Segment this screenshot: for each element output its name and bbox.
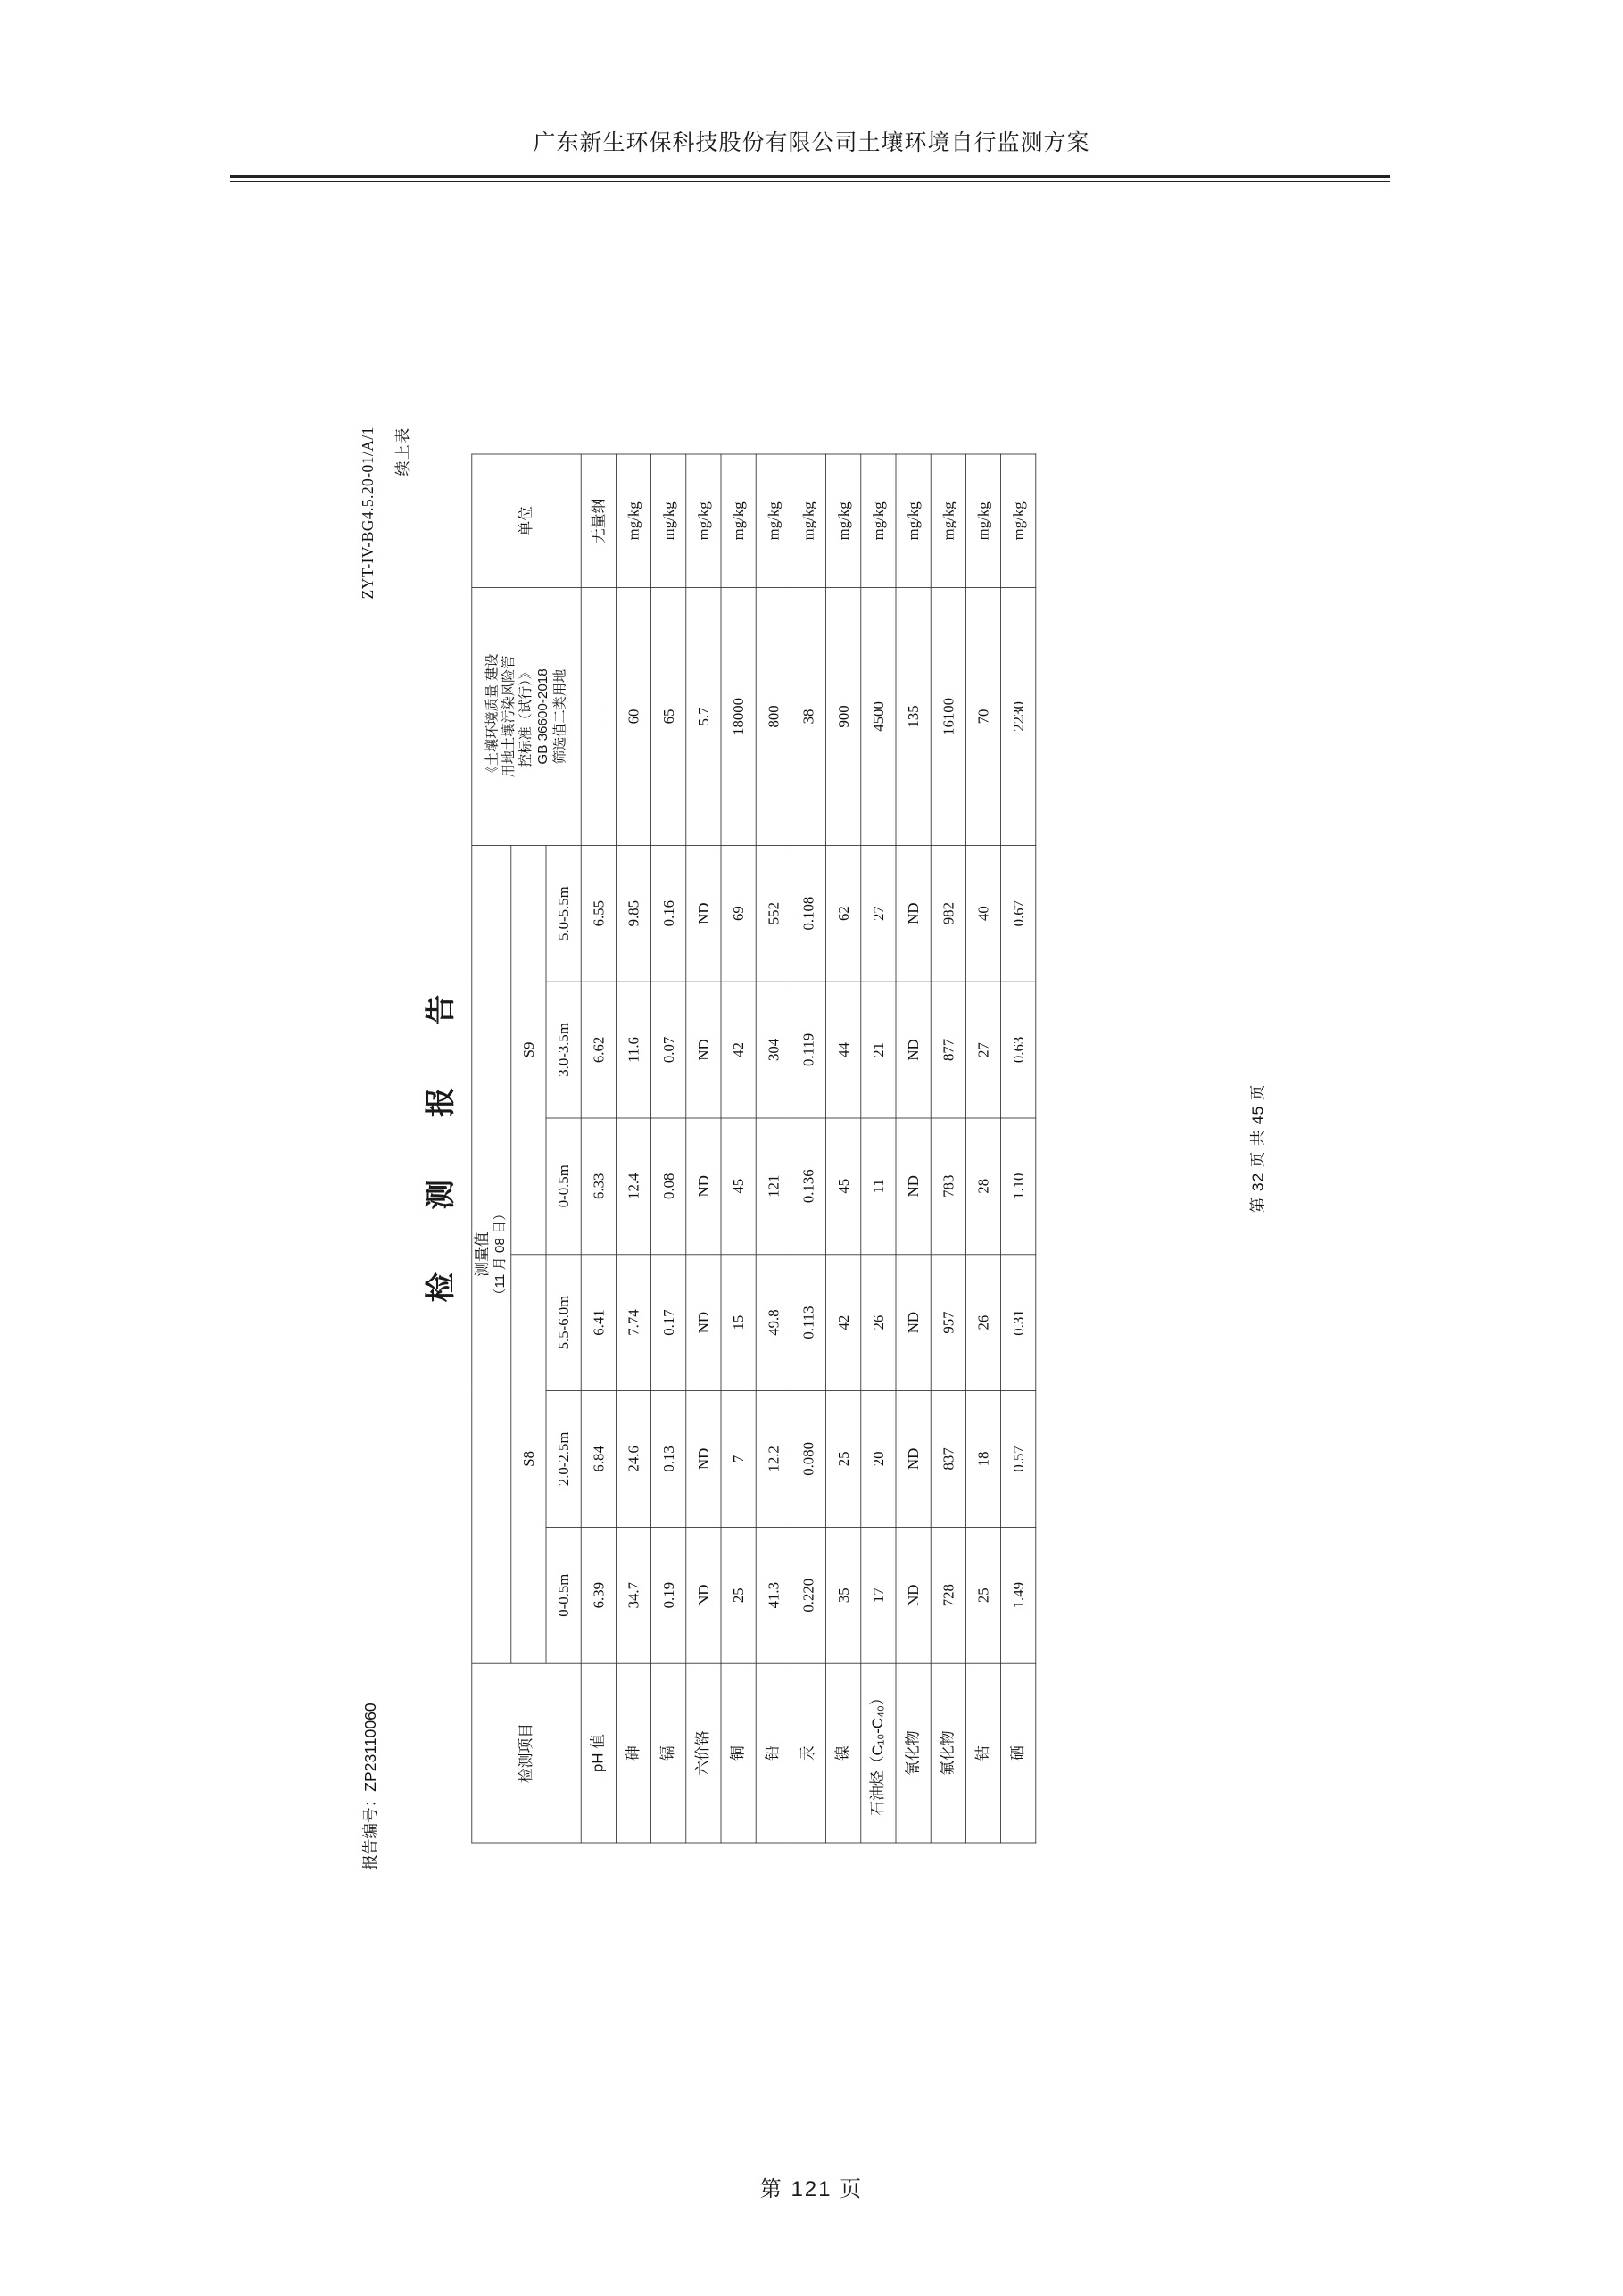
row-item: 镉 (650, 1663, 685, 1843)
row-value: 6.33 (581, 1117, 616, 1254)
row-value: 7.74 (616, 1254, 650, 1390)
row-value: 11 (860, 1117, 895, 1254)
row-standard: 38 (791, 587, 825, 845)
row-unit: mg/kg (896, 454, 931, 588)
row-value: 0.13 (650, 1390, 685, 1527)
header-divider (230, 175, 1390, 182)
row-item: 汞 (791, 1663, 825, 1843)
header-standard-line-4: GB 36600-2018 (534, 667, 551, 765)
row-standard: 800 (756, 587, 791, 845)
row-unit: mg/kg (791, 454, 825, 588)
page-header-title: 广东新生环保科技股份有限公司土壤环境自行监测方案 (533, 130, 1090, 155)
row-value: 0.16 (650, 845, 685, 982)
row-value: 9.85 (616, 845, 650, 982)
table-row (791, 454, 825, 1843)
row-value: 0.17 (650, 1254, 685, 1390)
row-value: 11.6 (616, 982, 650, 1118)
measurement-table (471, 453, 1036, 1843)
row-value: 728 (931, 1527, 965, 1663)
row-standard: 4500 (860, 587, 895, 845)
header-measure-group (471, 845, 510, 1663)
header-sample-s9: S9 (510, 845, 545, 1254)
row-value: 35 (825, 1527, 860, 1663)
row-value: ND (685, 1390, 720, 1527)
row-value: 34.7 (616, 1527, 650, 1663)
table-row (931, 454, 965, 1843)
row-value: 0.19 (650, 1527, 685, 1663)
table-row (896, 454, 931, 1843)
report-number: 报告编号：ZP23110060 (360, 1702, 379, 1870)
row-value: ND (896, 845, 931, 982)
row-value: 877 (931, 982, 965, 1118)
header-measure-label: 测量值 (474, 1231, 491, 1277)
row-unit: mg/kg (616, 454, 650, 588)
measurement-table-body (581, 454, 1036, 1843)
continued-label: 续上表 (394, 426, 411, 476)
header-standard-line-5: 筛选值二类用地 (551, 668, 567, 764)
row-standard: — (581, 587, 616, 845)
row-standard: 5.7 (685, 587, 720, 845)
row-value: 40 (965, 845, 1000, 982)
header-depth-s9-3: 5.0-5.5m (546, 845, 581, 982)
row-value: 982 (931, 845, 965, 982)
row-value: 552 (756, 845, 791, 982)
row-value: 15 (721, 1254, 756, 1390)
row-value: 783 (931, 1117, 965, 1254)
row-value: ND (896, 1254, 931, 1390)
row-value: 6.55 (581, 845, 616, 982)
row-value: 27 (965, 982, 1000, 1118)
row-item: 砷 (616, 1663, 650, 1843)
table-row (860, 454, 895, 1843)
row-value: ND (685, 1527, 720, 1663)
row-value: 12.2 (756, 1390, 791, 1527)
header-depth-s9-1: 0-0.5m (546, 1117, 581, 1254)
row-value: 26 (860, 1254, 895, 1390)
row-item: 铜 (721, 1663, 756, 1843)
row-value: 12.4 (616, 1117, 650, 1254)
table-row (685, 454, 720, 1843)
row-item: pH 值 (581, 1663, 616, 1843)
header-depth-s8-3: 5.5-6.0m (546, 1254, 581, 1390)
row-value: ND (896, 1390, 931, 1527)
row-value: 6.84 (581, 1390, 616, 1527)
header-item: 检测项目 (471, 1663, 580, 1843)
header-depth-s8-2: 2.0-2.5m (546, 1390, 581, 1527)
row-item: 石油烃（C₁₀-C₄₀） (860, 1663, 895, 1843)
row-standard: 900 (825, 587, 860, 845)
table-row (965, 454, 1000, 1843)
row-item: 六价铬 (685, 1663, 720, 1843)
row-value: 121 (756, 1117, 791, 1254)
row-value: 41.3 (756, 1527, 791, 1663)
row-value: ND (896, 1527, 931, 1663)
row-unit: mg/kg (825, 454, 860, 588)
row-value: 17 (860, 1527, 895, 1663)
row-value: 0.136 (791, 1117, 825, 1254)
row-value: 0.63 (1000, 982, 1035, 1118)
row-value: 28 (965, 1117, 1000, 1254)
row-value: 6.39 (581, 1527, 616, 1663)
row-value: 24.6 (616, 1390, 650, 1527)
row-standard: 70 (965, 587, 1000, 845)
table-row (756, 454, 791, 1843)
row-value: 0.07 (650, 982, 685, 1118)
row-item: 氟化物 (931, 1663, 965, 1843)
scanned-report-area (187, 426, 1437, 1870)
row-standard: 2230 (1000, 587, 1035, 845)
report-sheet (352, 417, 1272, 1880)
page-footer: 第 121 页 (759, 2177, 864, 2201)
row-value: 0.67 (1000, 845, 1035, 982)
header-depth-s9-2: 3.0-3.5m (546, 982, 581, 1118)
row-value: 7 (721, 1390, 756, 1527)
row-value: 6.62 (581, 982, 616, 1118)
row-value: 837 (931, 1390, 965, 1527)
table-row (650, 454, 685, 1843)
row-value: 0.113 (791, 1254, 825, 1390)
row-value: 1.49 (1000, 1527, 1035, 1663)
row-standard: 16100 (931, 587, 965, 845)
table-row (721, 454, 756, 1843)
row-value: 42 (721, 982, 756, 1118)
header-standard-line-3: 控标准（试行）》 (518, 665, 534, 767)
row-value: 0.57 (1000, 1390, 1035, 1527)
row-value: 25 (825, 1390, 860, 1527)
header-standard-line-1: 《土壤环境质量 建设 (484, 652, 500, 779)
row-unit: mg/kg (965, 454, 1000, 588)
row-value: 49.8 (756, 1254, 791, 1390)
row-value: 0.31 (1000, 1254, 1035, 1390)
row-value: ND (685, 982, 720, 1118)
row-value: 44 (825, 982, 860, 1118)
row-unit: 无量纲 (581, 454, 616, 588)
row-item: 铅 (756, 1663, 791, 1843)
row-standard: 60 (616, 587, 650, 845)
row-value: 21 (860, 982, 895, 1118)
row-unit: mg/kg (685, 454, 720, 588)
row-value: 18 (965, 1390, 1000, 1527)
row-unit: mg/kg (931, 454, 965, 588)
row-unit: mg/kg (1000, 454, 1035, 588)
row-item: 镍 (825, 1663, 860, 1843)
row-value: 0.080 (791, 1390, 825, 1527)
table-header-row-1 (471, 454, 510, 1843)
row-value: 304 (756, 982, 791, 1118)
row-value: 42 (825, 1254, 860, 1390)
row-value: 25 (721, 1527, 756, 1663)
row-value: 20 (860, 1390, 895, 1527)
row-value: ND (896, 982, 931, 1118)
row-value: 1.10 (1000, 1117, 1035, 1254)
header-standard-line-2: 用地土壤污染风险管 (501, 655, 517, 777)
row-value: 62 (825, 845, 860, 982)
row-value: 26 (965, 1254, 1000, 1390)
row-unit: mg/kg (756, 454, 791, 588)
row-standard: 18000 (721, 587, 756, 845)
row-value: ND (896, 1117, 931, 1254)
row-value: ND (685, 1254, 720, 1390)
row-value: 957 (931, 1254, 965, 1390)
row-item: 钴 (965, 1663, 1000, 1843)
header-depth-s8-1: 0-0.5m (546, 1527, 581, 1663)
row-item: 氰化物 (896, 1663, 931, 1843)
row-standard: 135 (896, 587, 931, 845)
row-standard: 65 (650, 587, 685, 845)
row-value: 45 (721, 1117, 756, 1254)
row-value: 69 (721, 845, 756, 982)
report-page-count: 第 32 页 共 45 页 (1248, 1083, 1267, 1213)
row-value: ND (685, 845, 720, 982)
report-title: 检 测 报 告 (423, 966, 457, 1302)
row-item: 硒 (1000, 1663, 1035, 1843)
table-row (825, 454, 860, 1843)
header-sample-s8: S8 (510, 1254, 545, 1662)
header-measure-date: （11 月 08 日） (493, 1206, 508, 1302)
row-value: 0.119 (791, 982, 825, 1118)
row-unit: mg/kg (721, 454, 756, 588)
row-value: ND (685, 1117, 720, 1254)
row-value: 6.41 (581, 1254, 616, 1390)
row-value: 27 (860, 845, 895, 982)
header-unit: 单位 (471, 454, 580, 588)
row-value: 25 (965, 1527, 1000, 1663)
table-row (616, 454, 650, 1843)
row-value: 0.108 (791, 845, 825, 982)
row-value: 45 (825, 1117, 860, 1254)
row-value: 0.220 (791, 1527, 825, 1663)
row-unit: mg/kg (650, 454, 685, 588)
row-unit: mg/kg (860, 454, 895, 588)
document-id: ZYT-IV-BG4.5.20-01/A/1 (358, 426, 377, 599)
table-row (581, 454, 616, 1843)
table-row (1000, 454, 1035, 1843)
header-standard (471, 587, 580, 845)
row-value: 0.08 (650, 1117, 685, 1254)
